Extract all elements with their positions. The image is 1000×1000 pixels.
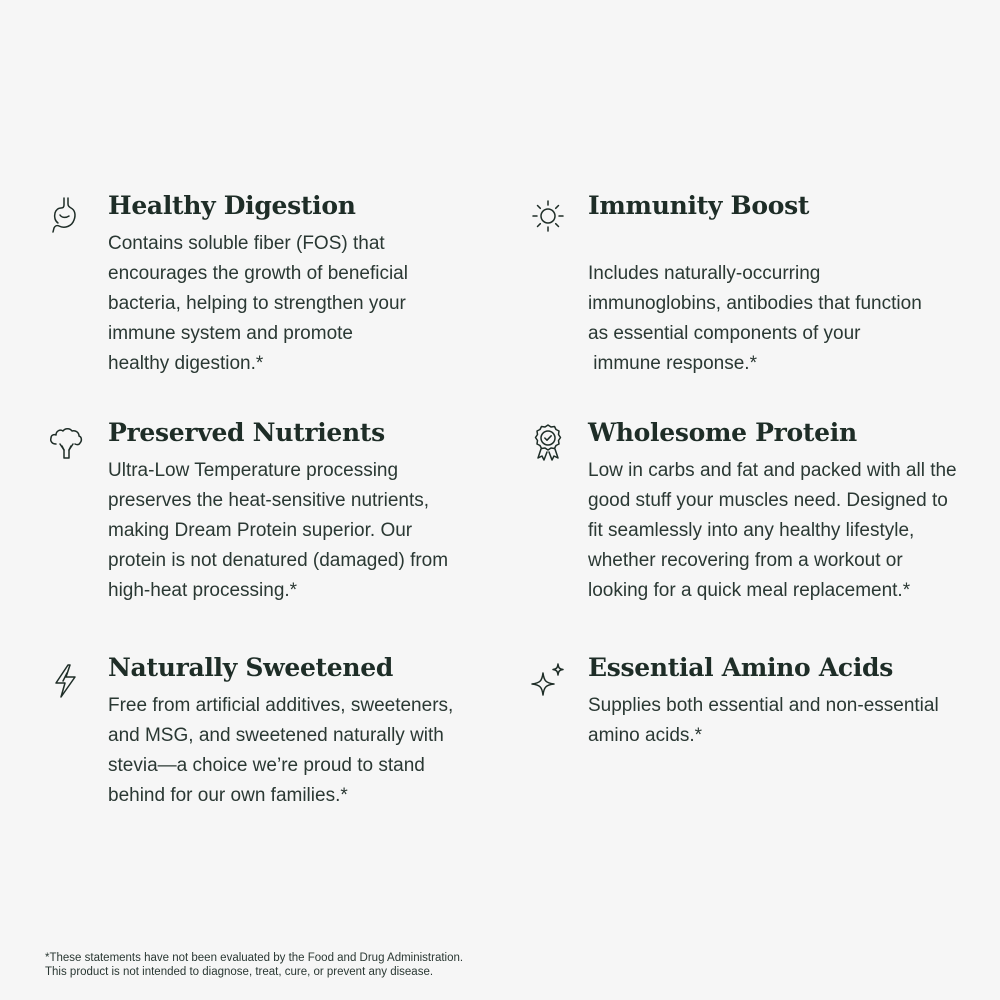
feature-wholesome-protein	[588, 418, 988, 606]
feature-title: Immunity Boost	[588, 191, 810, 220]
stomach-icon	[46, 195, 86, 235]
feature-description: Ultra-Low Temperature processing preserves the heat-sensitive nutrients, making Dream Protein superior. Our protein is not denatured (damaged) from high-heat processing.*	[108, 460, 449, 601]
award-badge-icon	[528, 422, 568, 462]
lightning-bolt-icon	[46, 661, 86, 701]
feature-title: Preserved Nutrients	[108, 418, 385, 447]
feature-title: Naturally Sweetened	[108, 653, 394, 682]
feature-description: Low in carbs and fat and packed with all the good stuff your muscles need. Designed to fit seamlessly into any healthy lifestyle, whether recovering from a workout or looking for a quick meal replacement.*	[588, 460, 957, 601]
fda-disclaimer	[45, 951, 645, 979]
feature-healthy-digestion	[108, 191, 498, 379]
feature-preserved-nutrients	[108, 418, 498, 606]
feature-immunity-boost	[588, 191, 978, 379]
feature-description: Includes naturally-occurring immunoglobins, antibodies that function as essential components of your immune response.*	[588, 263, 922, 374]
sparkle-icon	[528, 661, 568, 701]
feature-title: Essential Amino Acids	[588, 653, 894, 682]
feature-description: Free from artificial additives, sweeteners, and MSG, and sweetened naturally with stevia—a choice we’re proud to stand behind for our own families.*	[108, 695, 454, 806]
disclaimer-line: This product is not intended to diagnose, treat, cure, or prevent any disease.	[45, 966, 434, 978]
feature-description: Supplies both essential and non-essential amino acids.*	[588, 695, 939, 746]
disclaimer-line: *These statements have not been evaluated by the Food and Drug Administration.	[45, 952, 464, 964]
feature-title: Wholesome Protein	[588, 418, 857, 447]
feature-essential-amino-acids	[588, 653, 978, 751]
broccoli-icon	[46, 422, 86, 462]
feature-title: Healthy Digestion	[108, 191, 356, 220]
feature-description: Contains soluble fiber (FOS) that encourages the growth of beneficial bacteria, helping to strengthen your immune system and promote healthy digestion.*	[108, 233, 408, 374]
sun-icon	[528, 195, 568, 235]
feature-naturally-sweetened	[108, 653, 498, 811]
